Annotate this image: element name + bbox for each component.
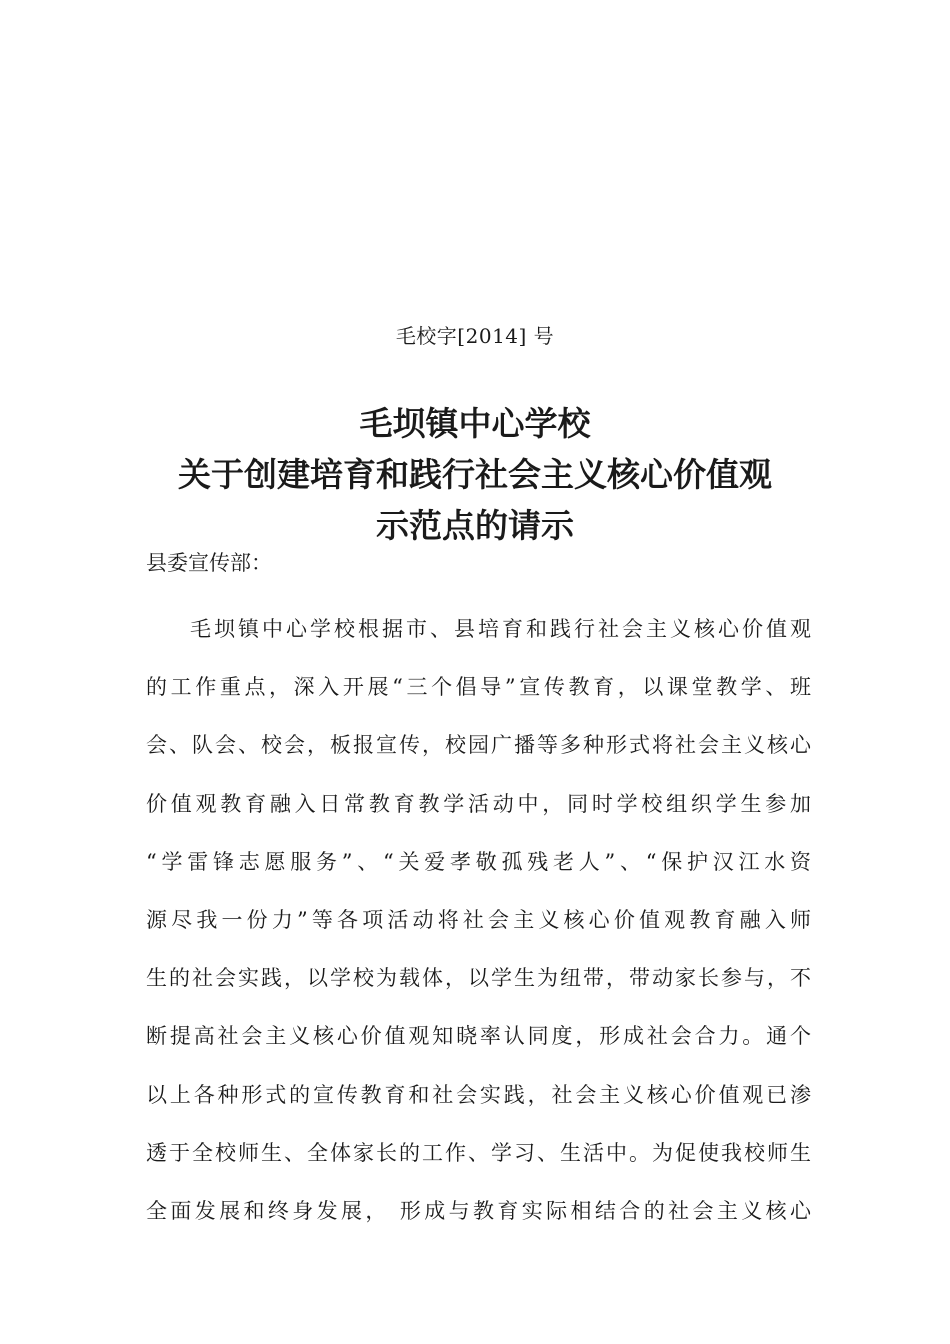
body-line: 断提高社会主义核心价值观知晓率认同度，形成社会合力。通个	[146, 1024, 811, 1049]
body-line: 源尽我一份力”等各项活动将社会主义核心价值观教育融入师	[146, 907, 811, 932]
body-line: 全面发展和终身发展， 形成与教育实际相结合的社会主义核心	[146, 1198, 811, 1223]
body-line: “学雷锋志愿服务”、“关爱孝敬孤残老人”、“保护汉江水资	[146, 849, 811, 874]
document-number: 毛校字[2014] 号	[395, 324, 555, 348]
document-title	[130, 398, 820, 551]
body-line: 价值观教育融入日常教育教学活动中，同时学校组织学生参加	[146, 791, 811, 816]
title-line-1: 毛坝镇中心学校	[359, 404, 591, 443]
body-line: 的工作重点，深入开展“三个倡导”宣传教育，以课堂教学、班	[146, 675, 811, 700]
addressee: 县委宣传部：	[146, 551, 272, 575]
body-line: 生的社会实践，以学校为载体，以学生为纽带，带动家长参与，不	[146, 966, 811, 991]
body-paragraph	[146, 600, 811, 1240]
body-line: 透于全校师生、全体家长的工作、学习、生活中。为促使我校师生	[146, 1140, 811, 1165]
body-line: 毛坝镇中心学校根据市、县培育和践行社会主义核心价值观	[190, 617, 811, 641]
title-line-2: 关于创建培育和践行社会主义核心价值观	[178, 455, 772, 494]
body-line: 会、队会、校会，板报宣传，校园广播等多种形式将社会主义核心	[146, 733, 811, 758]
title-line-3: 示范点的请示	[376, 506, 574, 545]
body-line: 以上各种形式的宣传教育和社会实践，社会主义核心价值观已渗	[146, 1082, 811, 1107]
